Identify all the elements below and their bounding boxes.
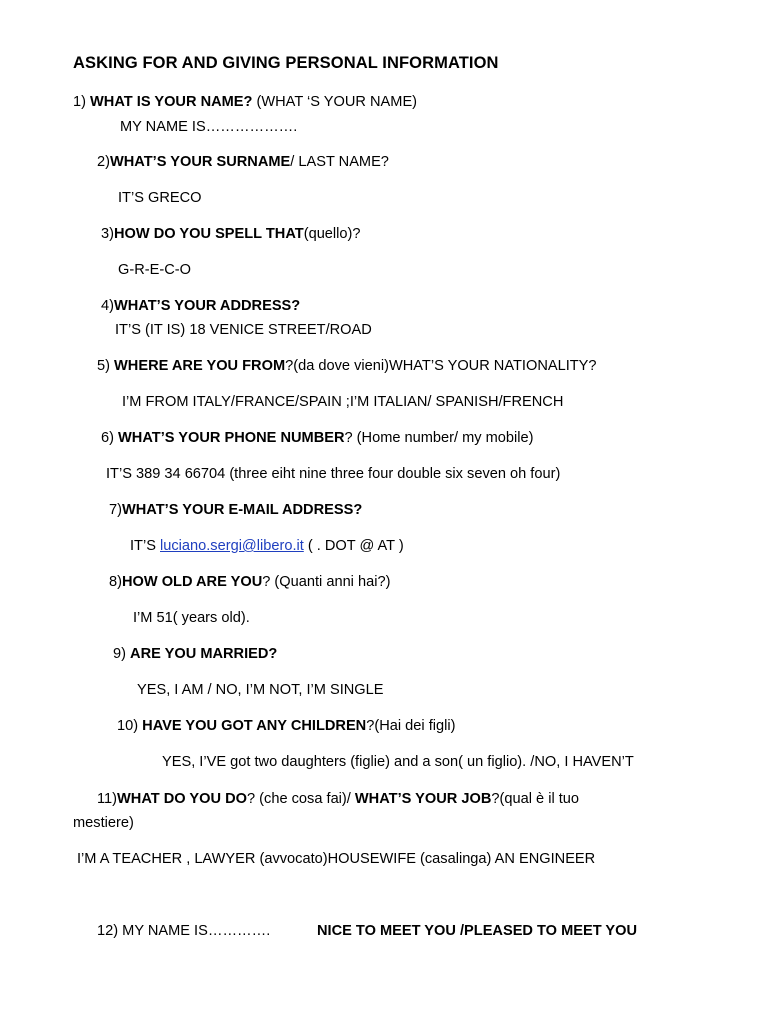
answer-8: I’M 51( years old).	[133, 610, 250, 626]
question-10: 10) HAVE YOU GOT ANY CHILDREN?(Hai dei figli)	[117, 718, 456, 734]
question-11: 11)WHAT DO YOU DO? (che cosa fai)/ WHAT’S YOUR JOB?(qual è il tuo	[97, 791, 580, 807]
document-title: ASKING FOR AND GIVING PERSONAL INFORMATION	[73, 54, 499, 72]
answer-12: NICE TO MEET YOU /PLEASED TO MEET YOU	[317, 923, 638, 939]
answer-5: I’M FROM ITALY/FRANCE/SPAIN ;I’M ITALIAN/ SPANISH/FRENCH	[122, 394, 564, 410]
question-3: 3)HOW DO YOU SPELL THAT(quello)?	[101, 226, 361, 242]
answer-6: IT’S 389 34 66704 (three eiht nine three four double six seven oh four)	[106, 466, 561, 482]
question-8: 8)HOW OLD ARE YOU? (Quanti anni hai?)	[109, 574, 391, 590]
question-5: 5) WHERE ARE YOU FROM?(da dove vieni)WHAT’S YOUR NATIONALITY?	[97, 358, 597, 374]
question-6: 6) WHAT’S YOUR PHONE NUMBER? (Home number/ my mobile)	[101, 430, 534, 446]
answer-4: IT’S (IT IS) 18 VENICE STREET/ROAD	[115, 322, 372, 338]
answer-3: G-R-E-C-O	[118, 262, 191, 278]
question-4: 4)WHAT’S YOUR ADDRESS?	[101, 298, 301, 314]
question-2: 2)WHAT’S YOUR SURNAME/ LAST NAME?	[97, 154, 389, 170]
email-link[interactable]: luciano.sergi@libero.it	[160, 538, 304, 554]
question-9: 9) ARE YOU MARRIED?	[113, 646, 278, 662]
question-12: 12) MY NAME IS………….	[97, 923, 271, 939]
question-11-continued: mestiere)	[73, 815, 134, 831]
answer-10: YES, I’VE got two daughters (figlie) and a son( un figlio). /NO, I HAVEN’T	[162, 754, 634, 770]
question-1: 1) WHAT IS YOUR NAME? (WHAT ‘S YOUR NAME)	[73, 94, 418, 110]
answer-9: YES, I AM / NO, I’M NOT, I’M SINGLE	[137, 682, 384, 698]
answer-1: MY NAME IS……………….	[120, 119, 298, 135]
answer-11: I’M A TEACHER , LAWYER (avvocato)HOUSEWIFE (casalinga) AN ENGINEER	[77, 851, 596, 867]
question-7: 7)WHAT’S YOUR E-MAIL ADDRESS?	[109, 502, 363, 518]
answer-2: IT’S GRECO	[118, 190, 202, 206]
answer-7: IT’S luciano.sergi@libero.it ( . DOT @ AT )	[130, 538, 404, 554]
